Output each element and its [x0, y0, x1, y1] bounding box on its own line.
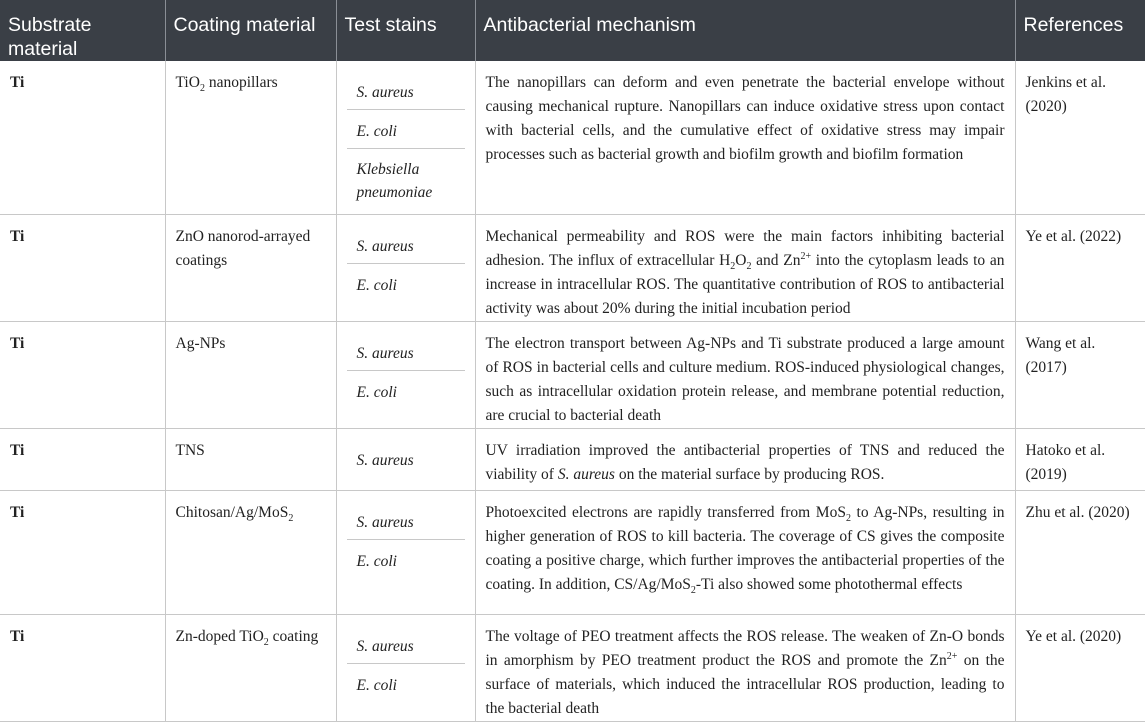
header-stains: Test stains — [336, 0, 475, 61]
stain-item: S. aureus — [347, 501, 465, 540]
coating-cell: Zn-doped TiO$_2$ coating — [165, 614, 336, 721]
stains-cell — [336, 490, 475, 614]
stain-item: E. coli — [356, 552, 397, 570]
stains-cell — [336, 428, 475, 490]
stain-item: E. coli — [356, 276, 397, 294]
reference-cell: Hatoko et al. (2019) — [1015, 428, 1145, 490]
stain-item: E. coli — [356, 676, 397, 694]
stain-item: E. coli — [356, 383, 397, 401]
mechanism-cell: The electron transport between Ag-NPs and Ti substrate produced a large amount of ROS in bacterial cells and culture medium. ROS-induced physiological changes, such as intracellular oxidation protein release, and membrane potential reduction, are crucial to bacterial death — [475, 321, 1015, 428]
stain-item: S. aureus — [347, 71, 465, 110]
stains-cell — [336, 61, 475, 214]
coating-cell: TiO$_2$ nanopillars — [165, 61, 336, 214]
mechanism-cell: The voltage of PEO treatment affects the ROS release. The weaken of Zn-O bonds in amorphism by PEO treatment product the ROS and promote the $Zn^{2+}$ on the surface of materials, which induced the intracellular ROS production, leading to the bacterial death — [475, 614, 1015, 721]
reference-cell: Jenkins et al. (2020) — [1015, 61, 1145, 214]
mechanism-cell: UV irradiation improved the antibacterial properties of TNS and reduced the viability of S. aureus on the material surface by producing ROS. — [475, 428, 1015, 490]
reference-cell: Ye et al. (2020) — [1015, 614, 1145, 721]
substrate-cell: Ti — [0, 321, 165, 428]
stain-item: S. aureus — [347, 332, 465, 371]
stain-item: S. aureus — [356, 451, 414, 469]
mechanism-cell: Mechanical permeability and ROS were the main factors inhibiting bacterial adhesion. The influx of extracellular $H_2O_2$ and $Zn^{2+}$ into the cytoplasm leads to an increase in intracellular ROS. The quantitative contribution of ROS to antibacterial activity was about 20% during the initial incubation period — [475, 214, 1015, 321]
stains-cell — [336, 321, 475, 428]
table-row — [0, 214, 1145, 321]
coating-cell: Chitosan/Ag/MoS$_2$ — [165, 490, 336, 614]
header-row — [0, 0, 1145, 61]
table-row — [0, 614, 1145, 721]
coating-cell: TNS — [165, 428, 336, 490]
mechanism-cell: Photoexcited electrons are rapidly transferred from MoS$_2$ to Ag-NPs, resulting in higher generation of ROS to kill bacteria. The coverage of CS gives the composite coating a positive charge, which further improves the antibacterial properties of the coating. In addition, CS/Ag/MoS$_2$-Ti also showed some photothermal effects — [475, 490, 1015, 614]
reference-cell: Zhu et al. (2020) — [1015, 490, 1145, 614]
table-row — [0, 428, 1145, 490]
header-references: References — [1015, 0, 1145, 61]
table-row — [0, 321, 1145, 428]
substrate-cell: Ti — [0, 61, 165, 214]
header-coating: Coating material — [165, 0, 336, 61]
table-row — [0, 490, 1145, 614]
stains-cell — [336, 614, 475, 721]
coating-cell: Ag-NPs — [165, 321, 336, 428]
stain-item: S. aureus — [347, 225, 465, 264]
reference-cell: Wang et al. (2017) — [1015, 321, 1145, 428]
stain-item: E. coli — [347, 110, 465, 149]
coating-cell: ZnO nanorod-arrayed coatings — [165, 214, 336, 321]
stain-item: S. aureus — [347, 625, 465, 664]
substrate-cell: Ti — [0, 214, 165, 321]
substrate-cell: Ti — [0, 490, 165, 614]
substrate-cell: Ti — [0, 428, 165, 490]
reference-cell: Ye et al. (2022) — [1015, 214, 1145, 321]
table-row — [0, 61, 1145, 214]
header-mechanism: Antibacterial mechanism — [475, 0, 1015, 61]
stains-cell — [336, 214, 475, 321]
mechanism-cell: The nanopillars can deform and even penetrate the bacterial envelope without causing mechanical rupture. Nanopillars can induce oxidative stress upon contact with bacterial cells, and the cumulative effect of oxidative stress may impair processes such as bacterial growth and biofilm growth and biofilm formation — [475, 61, 1015, 214]
substrate-cell: Ti — [0, 614, 165, 721]
stain-item: Klebsiella pneumoniae — [356, 161, 433, 201]
header-substrate: Substrate material — [0, 0, 165, 61]
